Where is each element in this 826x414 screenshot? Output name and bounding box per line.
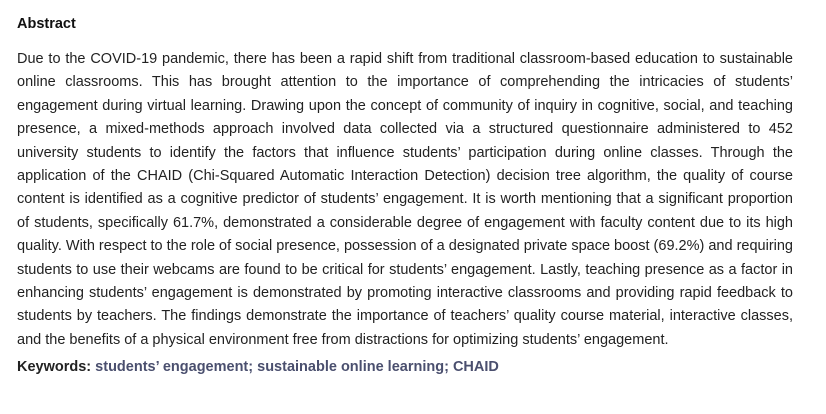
keyword-link-chaid[interactable]: CHAID [452, 359, 499, 376]
keyword-link-students-engagement[interactable]: students’ engagement [95, 359, 249, 376]
keywords-label: Keywords: [17, 359, 92, 376]
keyword-link-sustainable-online-learning[interactable]: sustainable online learning [257, 359, 445, 376]
keyword-separator: ; [444, 359, 449, 376]
keyword-separator: ; [248, 359, 254, 376]
abstract-text: Due to the COVID-19 pandemic, there has been a rapid shift from traditional classroom-based education to sustainable online classrooms. This has brought attention to the importance of comprehending the intricacies of students’ engagement during virtual learning. Drawing upon the concept of community of inquiry in cognitive, social, and teaching presence, a mixed-methods approach involved data collected via a structured questionnaire administered to 452 university students to identify the factors that influence students’ participation during online classes. Through the application of the CHAID (Chi-Squared Automatic Interaction Detection) decision tree algorithm, the quality of course content is identified as a cognitive predictor of students’ engagement. It is worth mentioning that a significant proportion of students, specifically 61.7%, demonstrated a considerable degree of engagement with faculty content due to its high quality. With respect to the role of social presence, possession of a designated private space boost (69.2%) and requiring students to use their webcams are found to be critical for students’ engagement. Lastly, teaching presence as a factor in enhancing students’ engagement is demonstrated by promoting interactive classrooms and providing rapid feedback to students by teachers. The findings demonstrate the importance of teachers’ quality course material, interactive classes, and the benefits of a physical environment free from distractions for optimizing students’ engagement. [17, 51, 793, 348]
abstract-section [17, 14, 793, 377]
keywords-line [17, 357, 793, 377]
abstract-heading: Abstract [17, 16, 76, 32]
